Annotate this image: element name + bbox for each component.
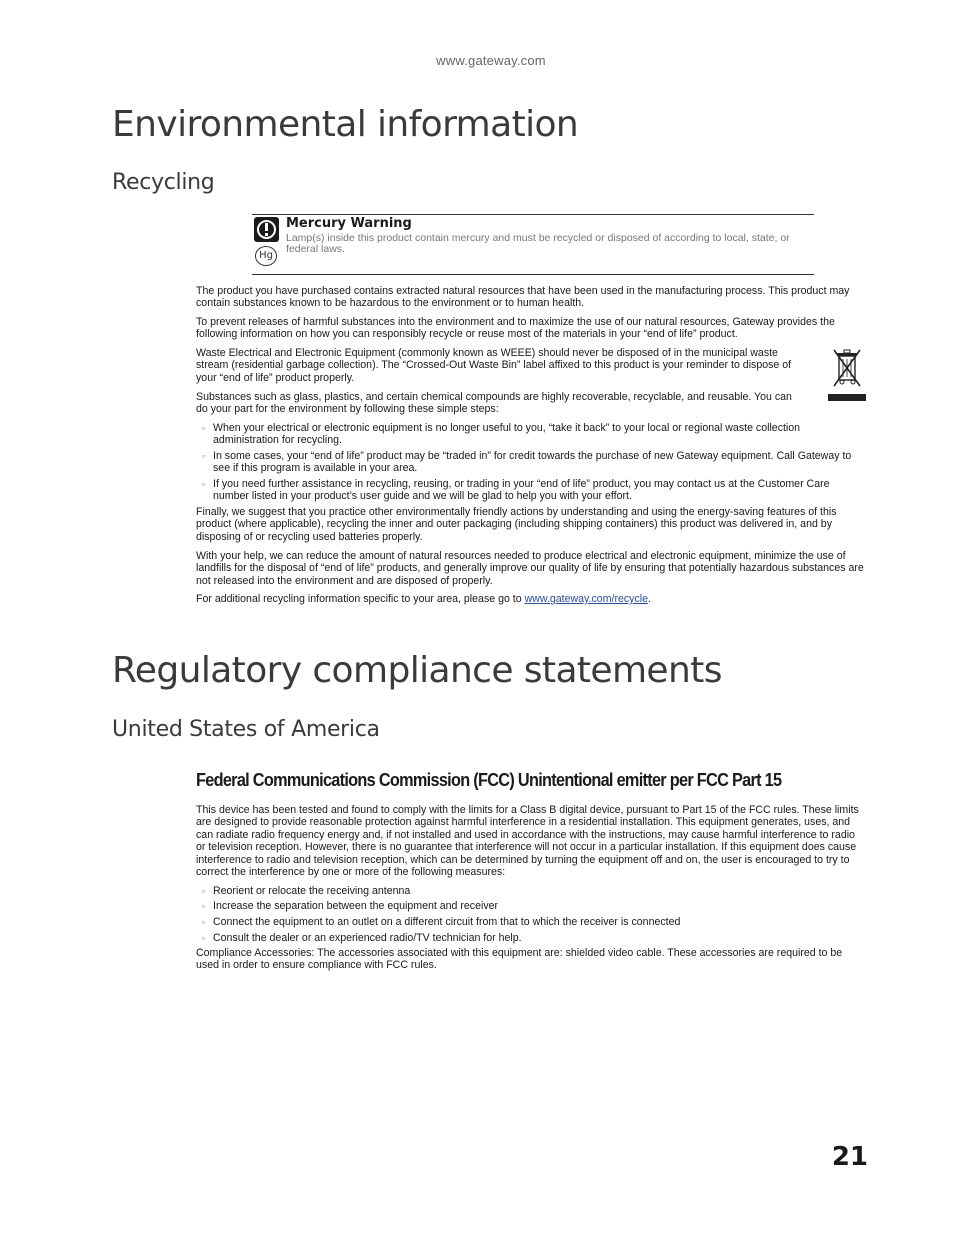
env-closing-paragraph-1: Finally, we suggest that you practice other environmentally friendly actions by understanding and using the energy-saving features of this product (where applicable), recycling the inner and outer packaging (including shipping containers) this product was delivered in, and by disposing of or recycling used batteries properly.	[196, 506, 837, 543]
env-closing-paragraph-2: With your help, we can reduce the amount of natural resources needed to produce electrical and electronic equipment, minimize the use of landfills for the disposal of “end of life” products, and generally improve our quality of life by ensuring that potentially hazardous substances are not released into the environment and are disposed of properly.	[196, 550, 864, 587]
env-paragraph-3: Waste Electrical and Electronic Equipment (commonly known as WEEE) should never be disposed of in the municipal waste stream (residential garbage collection). The “Crossed-Out Waste Bin” label affixed to this product is your reminder to dispose of your “end of life” product properly.	[196, 347, 792, 384]
recycle-step-2: In some cases, your “end of life” product may be “traded in” for credit towards the purchase of new Gateway equipment. Call Gateway to see if this program is available in your area.	[213, 450, 852, 475]
recycle-step-1: When your electrical or electronic equipment is no longer useful to you, “take it back” to your local or regional waste collection administration for recycling.	[213, 422, 801, 447]
bullet-marker: ▫	[202, 918, 205, 927]
mercury-hg-icon: Hg	[255, 246, 277, 266]
fcc-measure-4: Consult the dealer or an experienced radio/TV technician for help.	[213, 932, 522, 944]
exclamation-icon	[254, 217, 279, 242]
crossed-out-waste-bin-icon	[828, 346, 866, 402]
fcc-measure-2: Increase the separation between the equipment and receiver	[213, 900, 499, 912]
compliance-accessories: Compliance Accessories: The accessories associated with this equipment are: shielded video cable. These accessories are required to be used in order to ensure compliance with FCC rules.	[196, 947, 843, 972]
section-title-recycling: Recycling	[112, 170, 215, 195]
section-title-usa: United States of America	[112, 717, 380, 742]
recycle-info-prefix: For additional recycling information specific to your area, please go to	[196, 593, 525, 605]
bullet-marker: ▫	[202, 887, 205, 896]
warning-text: Lamp(s) inside this product contain mercury and must be recycled or disposed of according to local, state, or federal laws.	[286, 232, 790, 255]
recycle-link[interactable]: www.gateway.com/recycle	[524, 593, 649, 605]
env-paragraph-2: To prevent releases of harmful substances into the environment and to maximize the use of our natural resources, Gateway provides the following information on how you can responsibly recycle or reuse most of the materials in your “end of life” product.	[196, 316, 835, 341]
bullet-marker: ▫	[202, 480, 205, 489]
fcc-measure-1: Reorient or relocate the receiving antenna	[213, 885, 411, 897]
bullet-marker: ▫	[202, 902, 205, 911]
env-paragraph-1: The product you have purchased contains extracted natural resources that have been used in the manufacturing process. This product may contain substances known to be hazardous to the environment or to human health.	[196, 285, 850, 310]
bullet-marker: ▫	[202, 424, 205, 433]
env-paragraph-4: Substances such as glass, plastics, and certain chemical compounds are highly recoverable, recyclable, and reusable. You can do your part for the environment by following these simple steps:	[196, 391, 792, 416]
recycle-info-line	[196, 593, 866, 605]
mercury-warning-box	[252, 214, 814, 275]
header-url: www.gateway.com	[436, 53, 546, 68]
fcc-paragraph: This device has been tested and found to comply with the limits for a Class B digital device, pursuant to Part 15 of the FCC rules. These limits are designed to provide reasonable protection against harmful interference in a residential installation. This equipment generates, uses, and can radiate radio frequency energy and, if not installed and used in accordance with the instructions, may cause harmful interference to radio or television reception. However, there is no guarantee that interference will not occur in a particular installation. If this equipment does cause interference to radio and television reception, which can be determined by turning the equipment off and on, the user is encouraged to try to correct the interference by one or more of the following measures:	[196, 804, 859, 879]
recycle-info-suffix: .	[648, 593, 651, 605]
page-title-environmental: Environmental information	[112, 104, 579, 145]
page-number: 21	[831, 1142, 868, 1172]
fcc-title: Federal Communications Commission (FCC) Unintentional emitter per FCC Part 15	[196, 769, 782, 790]
page-title-regulatory: Regulatory compliance statements	[112, 650, 722, 691]
recycle-step-3: If you need further assistance in recycling, reusing, or trading in your “end of life” product, you may contact us at the Customer Care number listed in your product’s user guide and we will be glad to help you with your effort.	[213, 478, 830, 503]
bullet-marker: ▫	[202, 934, 205, 943]
fcc-measure-3: Connect the equipment to an outlet on a different circuit from that to which the receiver is connected	[213, 916, 681, 928]
warning-title: Mercury Warning	[286, 216, 412, 231]
bullet-marker: ▫	[202, 452, 205, 461]
